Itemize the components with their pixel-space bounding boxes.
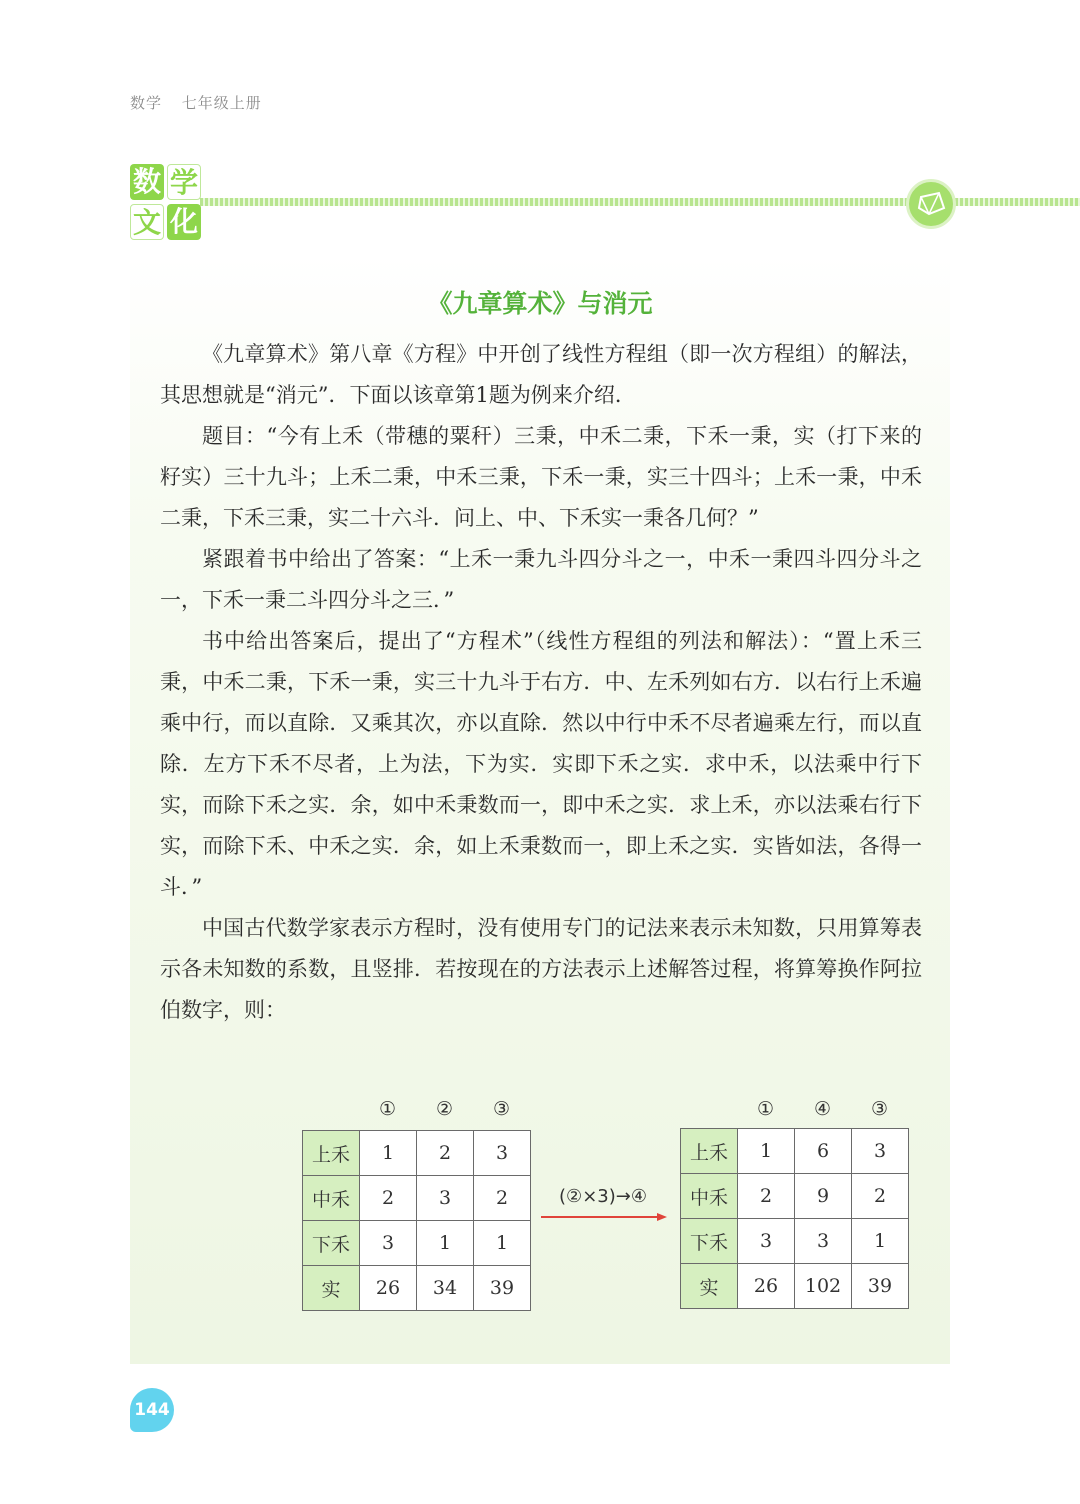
right-coefficient-table (680, 1128, 909, 1309)
table-row (303, 1131, 531, 1176)
article-title: 《九章算术》与消元 (427, 289, 653, 318)
right-col-head-3: ③ (870, 1098, 889, 1120)
table-cell: 1 (738, 1129, 795, 1174)
table-cell: 3 (417, 1176, 474, 1221)
table-row (681, 1219, 909, 1264)
page-number-badge: 144 (130, 1388, 174, 1432)
left-coefficient-table (302, 1130, 531, 1311)
operation-label: (②×3)→④ (559, 1186, 647, 1207)
table-row (681, 1264, 909, 1309)
paragraph-problem: 题目：“今有上禾（带穗的粟秆）三秉，中禾二秉，下禾一秉，实（打下来的籽实）三十九斗；上禾二秉，中禾三秉，下禾一秉，实三十四斗；上禾一秉，中禾二秉，下禾三秉，实二十六斗．问上、中、下禾实一秉各几何？” (160, 424, 922, 530)
table-cell: 26 (360, 1266, 417, 1311)
running-header (130, 92, 262, 113)
row-label: 实 (681, 1264, 738, 1309)
table-cell: 2 (738, 1174, 795, 1219)
table-cell: 9 (795, 1174, 852, 1219)
table-cell: 2 (852, 1174, 909, 1219)
row-label: 中禾 (303, 1176, 360, 1221)
table-row (303, 1266, 531, 1311)
table-cell: 26 (738, 1264, 795, 1309)
badge-char-3: 文 (130, 204, 164, 240)
table-cell: 34 (417, 1266, 474, 1311)
article-body (160, 334, 922, 1031)
paragraph-intro: 《九章算术》第八章《方程》中开创了线性方程组（即一次方程组）的解法，其思想就是“消元”．下面以该章第1题为例来介绍． (160, 342, 922, 407)
header-subject: 数学 (130, 94, 163, 112)
table-cell: 2 (474, 1176, 531, 1221)
table-row (681, 1129, 909, 1174)
table-row (303, 1221, 531, 1266)
table-cell: 3 (795, 1219, 852, 1264)
table-cell: 1 (474, 1221, 531, 1266)
badge-char-1: 数 (130, 164, 164, 200)
table-cell: 6 (795, 1129, 852, 1174)
left-col-head-3: ③ (492, 1098, 511, 1120)
table-cell: 1 (852, 1219, 909, 1264)
right-arrow-icon (541, 1212, 667, 1222)
paragraph-modern: 中国古代数学家表示方程时，没有使用专门的记法来表示未知数，只用算筹表示各未知数的系数，且竖排．若按现在的方法表示上述解答过程，将算筹换作阿拉伯数字，则： (160, 916, 922, 1022)
section-badge (130, 164, 204, 244)
right-col-head-1: ① (756, 1098, 775, 1120)
table-cell: 39 (852, 1264, 909, 1309)
table-cell: 3 (852, 1129, 909, 1174)
left-col-head-2: ② (435, 1098, 454, 1120)
paragraph-method: 书中给出答案后，提出了“方程术”（线性方程组的列法和解法）：“置上禾三秉，中禾二秉，下禾一秉，实三十九斗于右方．中、左禾列如右方．以右行上禾遍乘中行，而以直除．又乘其次，亦以直除．然以中行中禾不尽者遍乘左行，而以直除．左方下禾不尽者，上为法，下为实．实即下禾之实．求中禾，以法乘中行下实，而除下禾之实．余，如中禾秉数而一，即中禾之实．求上禾，亦以法乘右行下实，而除下禾、中禾之实．余，如上禾秉数而一，即上禾之实．实皆如法，各得一斗．” (160, 629, 922, 899)
left-col-head-1: ① (378, 1098, 397, 1120)
badge-char-4: 化 (167, 204, 201, 240)
table-cell: 39 (474, 1266, 531, 1311)
badge-char-2: 学 (167, 164, 201, 200)
paragraph-answer: 紧跟着书中给出了答案：“上禾一秉九斗四分斗之一，中禾一秉四斗四分斗之一，下禾一秉二斗四分斗之三．” (160, 547, 922, 612)
header-grade: 七年级上册 (181, 94, 262, 112)
table-cell: 3 (360, 1221, 417, 1266)
table-cell: 3 (474, 1131, 531, 1176)
row-label: 下禾 (681, 1219, 738, 1264)
table-cell: 2 (360, 1176, 417, 1221)
table-cell: 102 (795, 1264, 852, 1309)
table-cell: 3 (738, 1219, 795, 1264)
table-cell: 1 (417, 1221, 474, 1266)
right-col-head-2: ④ (813, 1098, 832, 1120)
polyhedron-icon (906, 179, 956, 229)
table-cell: 1 (360, 1131, 417, 1176)
table-cell: 2 (417, 1131, 474, 1176)
table-row (303, 1176, 531, 1221)
row-label: 中禾 (681, 1174, 738, 1219)
row-label: 上禾 (303, 1131, 360, 1176)
table-row (681, 1174, 909, 1219)
row-label: 实 (303, 1266, 360, 1311)
row-label: 上禾 (681, 1129, 738, 1174)
row-label: 下禾 (303, 1221, 360, 1266)
